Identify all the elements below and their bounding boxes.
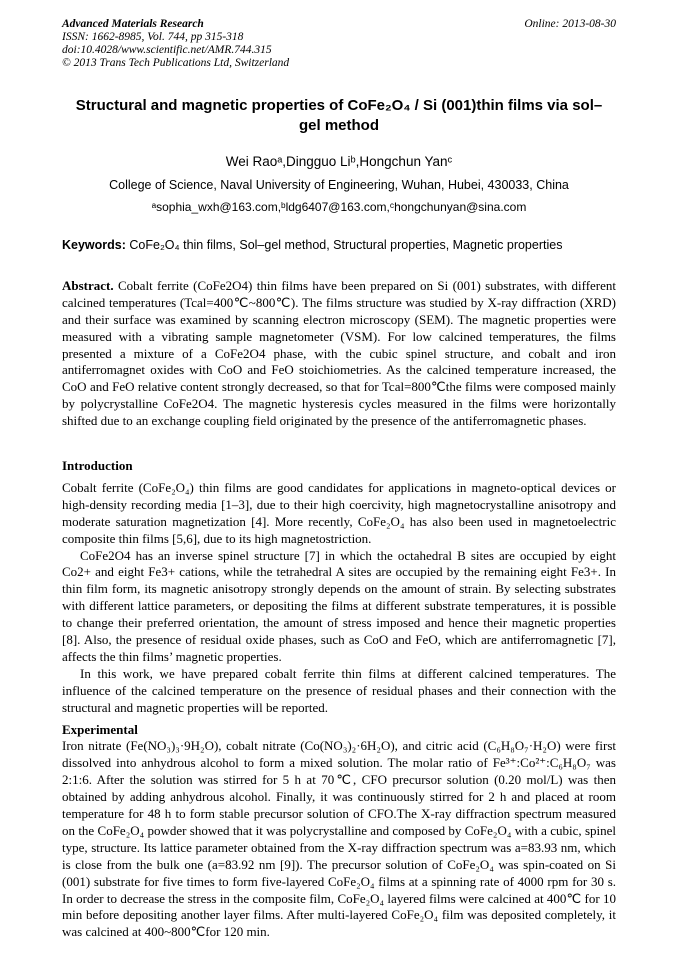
introduction-paragraph-1: Cobalt ferrite (CoFe₂O₄) thin films are good candidates for applications in magneto-optical devices or high-density recording media [1–3], due to their high coercivity, high magnetocrystalline anisotropy and moderate saturation magnetization [4]. More recently, CoFe₂O₄ has also been used in magnetoelectric composite thin films [5,6], due to its high magnetostriction. [62, 480, 616, 546]
doi-line: doi:10.4028/www.scientific.net/AMR.744.315 [62, 43, 272, 56]
online-date: Online: 2013-08-30 [524, 18, 616, 30]
journal-info-block [62, 18, 289, 70]
issn-line: ISSN: 1662-8985, Vol. 744, pp 315-318 [62, 30, 244, 43]
copyright-line: © 2013 Trans Tech Publications Ltd, Switzerland [62, 56, 290, 69]
keywords-label: Keywords: [62, 238, 126, 252]
abstract-paragraph [62, 278, 616, 430]
introduction-paragraph-2: CoFe2O4 has an inverse spinel structure [7] in which the octahedral B sites are occupied by eight Co2+ and eight Fe3+ cations, while the tetrahedral A sites are occupied by the remaining eight Fe3+. In thin film form, its magnetic anisotropy strongly depends on the amount of strain. By selecting substrates with different lattice parameters, or depositing the films at different substrate temperatures, it is possible to change their preferred orientation, the amount of stress imposed and hence their magnetic properties [8]. Also, the presence of residual oxide phases, such as CoO and FeO, which are antiferromagnetic [7], affects the thin films’ magnetic properties. [62, 547, 616, 664]
author-emails: ᵃsophia_wxh@163.com,ᵇldg6407@163.com,ᶜhongchunyan@sina.com [151, 200, 527, 214]
keywords-line [62, 238, 616, 252]
abstract-text: Cobalt ferrite (CoFe2O4) thin films have been prepared on Si (001) substrates, with different calcined temperatures (Tcal=400℃~800℃). The films structure was studied by X-ray diffraction (XRD) and their surface was examined by scanning electron microscopy (SEM). The magnetic properties were measured with a vibrating sample magnetometer (VSM). For low calcined temperatures, the films presented a mixture of a CoFe2O4 phase, with the cubic spinel structure, and cobalt and iron antiferromagnet oxides with CoO and FeO stoichiometries. As the calcined temperature increased, the CoO and FeO relative content strongly decreased, so that for Tcal=800℃the films were composed mainly by polycrystalline CoFe2O4. The magnetic hysteresis cycles measured in the films were horizontally shifted due to an exchange coupling field originated by the presence of the antiferromagnetic phases. [62, 278, 617, 429]
section-heading-experimental: Experimental [62, 722, 138, 738]
affiliation-line: College of Science, Naval University of Engineering, Wuhan, Hubei, 430033, China [109, 178, 569, 192]
experimental-paragraph-1: Iron nitrate (Fe(NO₃)₃·9H₂O), cobalt nitrate (Co(NO₃)₂·6H₂O), and citric acid (C₆H₈O₇·H₂O) were first dissolved into anhydrous alcohol to form a mixed solution. The molar ratio of Fe³⁺:Co²⁺:C₆H₈O₇ was 2:1:6. After the solution was stirred for 5 h at 70℃, CFO precursor solution (0.20 mol/L) was then obtained by adding anhydrous alcohol. Finally, it was continuously stirred for 2 h and placed at room temperature for 48 h to form stable precursor solution of CFO.The X-ray diffraction spectrum measured on the CoFe₂O₄ powder showed that it was polycrystalline and composed by CoFe₂O₄ with a cubic, spinel type, structure. Its lattice parameter obtained from the X-ray diffraction spectrum was a=83.93 nm, which is close from the bulk one (a=83.92 nm [9]). The precursor solution of CoFe₂O₄ was spin-coated on Si (001) substrate for five times to form five-layered CoFe₂O₄ films at a spinning rate of 4000 rpm for 30 s. In order to decrease the stress in the composite film, CoFe₂O₄ layered films were calcined at 400℃ for 10 min before depositing another layer films. After multi-layered CoFe₂O₄ film was deposited completely, it was calcined at 400~800℃for 120 min. [62, 738, 616, 940]
introduction-paragraph-3: In this work, we have prepared cobalt ferrite thin films at different calcined temperatures. The influence of the calcined temperature on the presence of residual phases and their connection with the structural and magnetic properties will be reported. [62, 665, 616, 715]
section-heading-introduction: Introduction [62, 458, 133, 474]
keywords-text: CoFe₂O₄ thin films, Sol–gel method, Structural properties, Magnetic properties [129, 238, 563, 252]
journal-name: Advanced Materials Research [62, 18, 204, 30]
paper-title: Structural and magnetic properties of CoFe₂O₄ / Si (001)thin films via sol–gel method [75, 96, 603, 134]
abstract-label: Abstract. [62, 278, 114, 293]
page-header [62, 18, 616, 70]
authors-line: Wei Raoᵃ,Dingguo Liᵇ,Hongchun Yanᶜ [225, 154, 453, 169]
